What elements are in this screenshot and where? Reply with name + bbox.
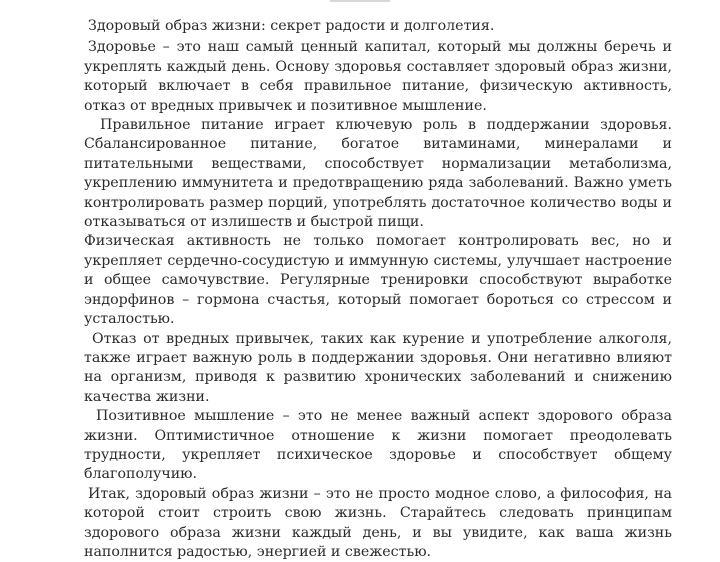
paragraph-conclusion: Итак, здоровый образ жизни – это не просто модное слово, а философия, на которой стоит строить свою жизнь. Старайтесь следовать принципам здорового образа жизни каждый день, и вы увидите, как ваша жизнь наполнится радостью, энергией и свежестью.	[84, 485, 672, 560]
document-title: Здоровый образ жизни: секрет радости и долголетия.	[88, 18, 495, 34]
paragraph-nutrition: Правильное питание играет ключевую роль в поддержании здоровья. Сбалансированное питание, богатое витаминами, минералами и питательными веществами, способствует нормализации метаболизма, укреплению иммунитета и предотвращению ряда заболеваний. Важно уметь контролировать размер порций, употреблять достаточное количество воды и отказываться от излишеств и быстрой пищи.	[84, 117, 672, 231]
page-top-edge	[330, 0, 390, 2]
document-body	[84, 17, 672, 562]
paragraph-bad-habits: Отказ от вредных привычек, таких как курение и употребление алкоголя, также играет важную роль в поддержании здоровья. Они негативно влияют на организм, приводя к развитию хронических заболеваний и снижению качества жизни.	[84, 330, 672, 405]
paragraph-physical-activity: Физическая активность не только помогает контролировать вес, но и укрепляет сердечно-сосудистую и иммунную системы, улучшает настроение и общее самочувствие. Регулярные тренировки способствуют выработке эндорфинов – гормона счастья, который помогает бороться со стрессом и усталостью.	[84, 233, 672, 328]
paragraph-health-capital: Здоровье – это наш самый ценный капитал, который мы должны беречь и укреплять каждый день. Основу здоровья составляет здоровый образ жизни, который включает в себя правильное питание, физическую активность, отказ от вредных привычек и позитивное мышление.	[84, 39, 672, 114]
paragraph-positive-thinking: Позитивное мышление – это не менее важный аспект здорового образа жизни. Оптимистичное отношение к жизни помогает преодолевать трудности, укрепляет психическое здоровье и способствует общему благополучию.	[84, 408, 672, 483]
